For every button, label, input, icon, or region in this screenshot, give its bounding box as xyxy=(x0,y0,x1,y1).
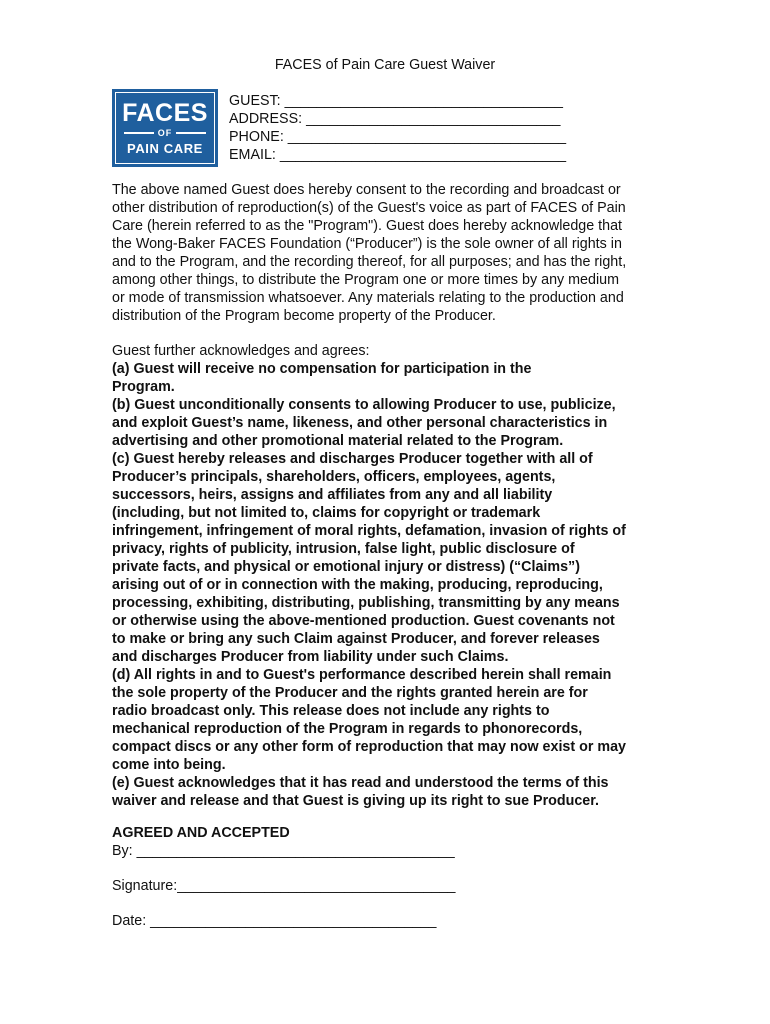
clause-line: infringement, infringement of moral rights, defamation, invasion of rights of xyxy=(112,523,626,539)
consent-line: distribution of the Program become property of the Producer. xyxy=(112,308,496,324)
consent-line: Care (herein referred to as the "Program"). Guest does hereby acknowledge that xyxy=(112,218,623,234)
logo-text-pain-care: PAIN CARE xyxy=(127,141,203,156)
clause-line: mechanical reproduction of the Program in regards to phonorecords, xyxy=(112,721,583,737)
clause-line: the sole property of the Producer and the rights granted herein are for xyxy=(112,685,588,701)
email-field xyxy=(229,146,566,164)
logo-text-faces: FACES xyxy=(122,99,208,127)
paragraph-spacer xyxy=(112,325,662,342)
consent-line: the Wong-Baker FACES Foundation (“Producer”) is the sole owner of all rights in xyxy=(112,236,622,252)
by-field xyxy=(112,842,455,860)
logo-frame xyxy=(115,92,215,164)
clause-line: waiver and release and that Guest is giving up its right to sue Producer. xyxy=(112,793,600,809)
signature-spacer xyxy=(112,895,455,912)
clause-line: and exploit Guest’s name, likeness, and other personal characteristics in xyxy=(112,415,608,431)
by-blank-line[interactable]: ________________________________________ xyxy=(132,843,455,859)
phone-blank-line[interactable]: ___________________________________ xyxy=(283,129,567,145)
clause-line: compact discs or any other form of reproduction that may now exist or may xyxy=(112,739,626,755)
clause-line: radio broadcast only. This release does not include any rights to xyxy=(112,703,550,719)
clause-line: (including, but not limited to, claims for copyright or trademark xyxy=(112,505,541,521)
email-label: EMAIL: xyxy=(229,147,276,163)
clause-line: arising out of or in connection with the making, producing, reproducing, xyxy=(112,577,603,593)
logo-text-of: OF xyxy=(157,128,173,138)
guest-info-fields xyxy=(229,92,566,164)
clause-line: processing, exhibiting, distributing, publishing, transmitting by any means xyxy=(112,595,620,611)
clause-line: and discharges Producer from liability under such Claims. xyxy=(112,649,509,665)
date-blank-line[interactable]: ____________________________________ xyxy=(146,913,437,929)
logo-rule-left xyxy=(124,132,154,134)
address-label: ADDRESS: xyxy=(229,111,303,127)
logo-rule-right xyxy=(176,132,206,134)
signature-label: Signature: xyxy=(112,878,178,894)
logo-of-row xyxy=(124,128,206,138)
address-blank-line[interactable]: ________________________________ xyxy=(302,111,561,127)
date-label: Date: xyxy=(112,913,147,929)
phone-label: PHONE: xyxy=(229,129,284,145)
address-field xyxy=(229,110,566,128)
clause-line: privacy, rights of publicity, intrusion, false light, public disclosure of xyxy=(112,541,575,557)
consent-line: and to the Program, and the recording thereof, for all purposes; and has the right, xyxy=(112,254,627,270)
signature-blank-line[interactable]: ___________________________________ xyxy=(177,878,456,894)
by-label: By: xyxy=(112,843,133,859)
guest-blank-line[interactable]: ___________________________________ xyxy=(280,93,563,109)
agreed-heading: AGREED AND ACCEPTED xyxy=(112,825,290,841)
clause-line: Producer’s principals, shareholders, officers, employees, agents, xyxy=(112,469,556,485)
clause-line: (d) All rights in and to Guest's performance described herein shall remain xyxy=(112,667,612,683)
clause-line: (a) Guest will receive no compensation for participation in the xyxy=(112,361,532,377)
phone-field xyxy=(229,128,566,146)
consent-line: other distribution of reproduction(s) of the Guest's voice as part of FACES of Pain xyxy=(112,200,626,216)
clause-line: or otherwise using the above-mentioned production. Guest covenants not xyxy=(112,613,615,629)
waiver-body xyxy=(112,181,662,810)
clause-line: successors, heirs, assigns and affiliates from any and all liability xyxy=(112,487,553,503)
clause-line: advertising and other promotional material related to the Program. xyxy=(112,433,564,449)
consent-line: among other things, to distribute the Program one or more times by any medium xyxy=(112,272,619,288)
acknowledgements-section xyxy=(112,342,662,810)
document-title: FACES of Pain Care Guest Waiver xyxy=(274,57,496,73)
clause-line: private facts, and physical or emotional injury or distress) (“Claims”) xyxy=(112,559,580,575)
consent-line: The above named Guest does hereby consent to the recording and broadcast or xyxy=(112,182,621,198)
guest-field xyxy=(229,92,566,110)
clause-line: Program. xyxy=(112,379,175,395)
guest-label: GUEST: xyxy=(229,93,281,109)
acknowledgement-intro: Guest further acknowledges and agrees: xyxy=(112,343,370,359)
date-field xyxy=(112,912,455,930)
signature-field xyxy=(112,877,455,895)
faces-of-pain-care-logo xyxy=(112,89,218,167)
clause-line: come into being. xyxy=(112,757,226,773)
email-blank-line[interactable]: ____________________________________ xyxy=(275,147,567,163)
consent-line: or mode of transmission whatsoever. Any materials relating to the production and xyxy=(112,290,624,306)
clause-line: (b) Guest unconditionally consents to allowing Producer to use, publicize, xyxy=(112,397,616,413)
signature-spacer xyxy=(112,860,455,877)
signature-block xyxy=(112,824,455,930)
clause-line: (c) Guest hereby releases and discharges Producer together with all of xyxy=(112,451,593,467)
clause-line: to make or bring any such Claim against Producer, and forever releases xyxy=(112,631,600,647)
clause-line: (e) Guest acknowledges that it has read and understood the terms of this xyxy=(112,775,609,791)
consent-paragraph xyxy=(112,181,662,325)
